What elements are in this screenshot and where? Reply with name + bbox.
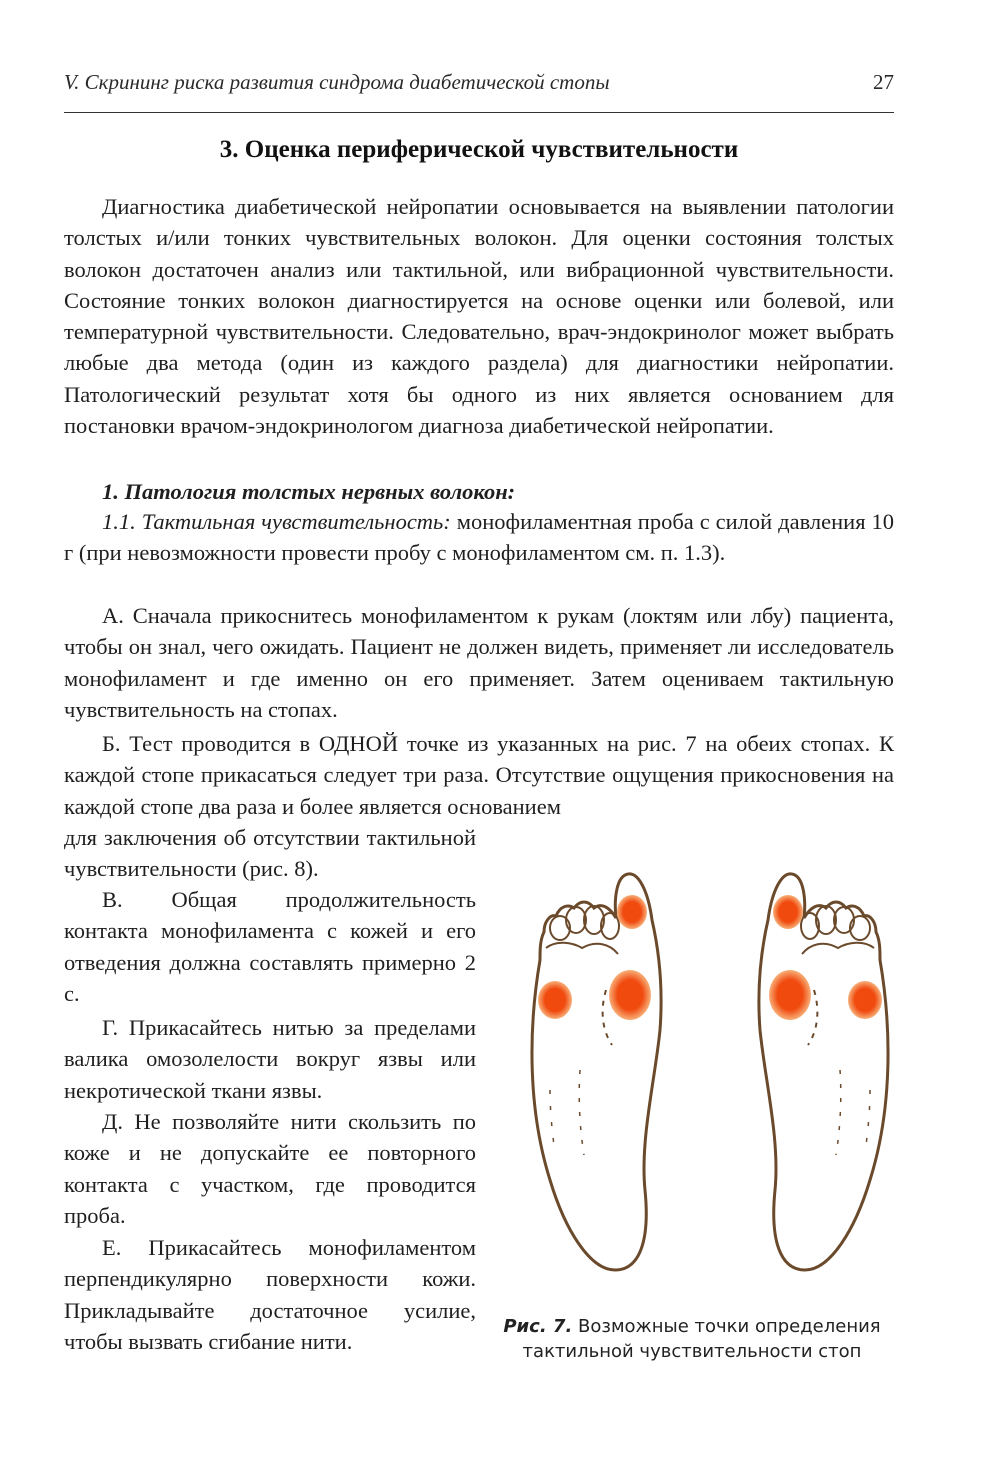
paragraph-a: А. Сначала прикоснитесь монофиламентом к рукам (локтям или лбу) пациента, чтобы он знал, чего ожидать. Пациент не должен видеть, применяет ли исследователь монофиламент и где именно он его применяет. Затем оцениваем тактильную чувствительность на стопах. xyxy=(64,603,894,722)
item-1-1-label: 1.1. Тактильная чувствительность: xyxy=(102,509,451,534)
paragraph-e: Е. Прикасайтесь монофиламентом перпендикулярно поверхности кожи. Прикладывайте достаточное усилие, чтобы вызвать сгибание нити. xyxy=(64,1235,476,1354)
subheading: 1. Патология толстых нервных волокон: xyxy=(102,479,516,504)
section-title: 3. Оценка периферической чувствительности xyxy=(219,136,739,163)
left-hallux-point xyxy=(617,895,647,929)
left-foot xyxy=(532,874,661,1270)
paragraph-b: Б. Тест проводится в ОДНОЙ точке из указанных на рис. 7 на обеих стопах. К каждой стопе прикасаться следует три раза. Отсутствие ощущения прикосновения на каждой стопе два раза и более является основанием xyxy=(64,731,894,819)
figure-caption xyxy=(492,1314,892,1364)
left-sole-line xyxy=(579,1070,584,1155)
intro-paragraph: Диагностика диабетической нейропатии основывается на выявлении патологии толстых и/или тонких чувствительных волокон. Для оценки состояния толстых волокон достаточен анализ или тактильной, или вибрационной чувствительности. Состояние тонких волокон диагностируется на основе оценки или болевой, или температурной чувствительности. Следовательно, врач-эндокринолог может выбрать любые два метода (один из каждого раздела) для диагностики нейропатии. Патологический результат хотя бы одного из них является основанием для постановки врачом-эндокринологом диагноза диабетической нейропатии. xyxy=(64,194,894,439)
item-1-1 xyxy=(64,506,894,569)
feet-figure xyxy=(520,860,900,1280)
feet-illustration xyxy=(520,860,900,1280)
paragraph-d: Д. Не позволяйте нити скользить по коже и не допускайте ее повторного контакта с участком, где проводится проба. xyxy=(64,1109,476,1228)
right-edge-line xyxy=(866,1090,870,1145)
right-sole-line xyxy=(836,1070,841,1155)
right-hallux-point xyxy=(773,895,803,929)
paragraph-g: Г. Прикасайтесь нитью за пределами валика омозолелости вокруг язвы или некротической ткани язвы. xyxy=(64,1015,476,1103)
figure-caption-text: Возможные точки определения тактильной чувствительности стоп xyxy=(522,1316,881,1362)
left-lateral-point xyxy=(538,981,572,1019)
left-toe-line xyxy=(546,943,618,954)
right-foot xyxy=(759,874,888,1270)
right-lateral-point xyxy=(848,981,882,1019)
left-edge-line xyxy=(550,1090,554,1145)
item-1-1-text: монофиламентная проба с силой давления 10 г (при невозможности провести пробу с монофиламентом см. п. 1.3). xyxy=(64,509,894,566)
right-medial-point xyxy=(769,970,811,1020)
running-title: V. Скрининг риска развития синдрома диабетической стопы xyxy=(64,70,610,94)
running-header xyxy=(64,70,894,100)
left-medial-point xyxy=(609,970,651,1020)
header-rule xyxy=(64,112,894,113)
paragraph-v: В. Общая продолжительность контакта монофиламента с кожей и его отведения должна составлять примерно 2 с. xyxy=(64,887,476,1006)
right-toe-line xyxy=(802,943,874,954)
page-number: 27 xyxy=(873,70,894,94)
paragraph-b-continued: для заключения об отсутствии тактильной чувствительности (рис. 8). xyxy=(64,825,476,882)
figure-caption-label: Рис. 7. xyxy=(503,1316,573,1337)
